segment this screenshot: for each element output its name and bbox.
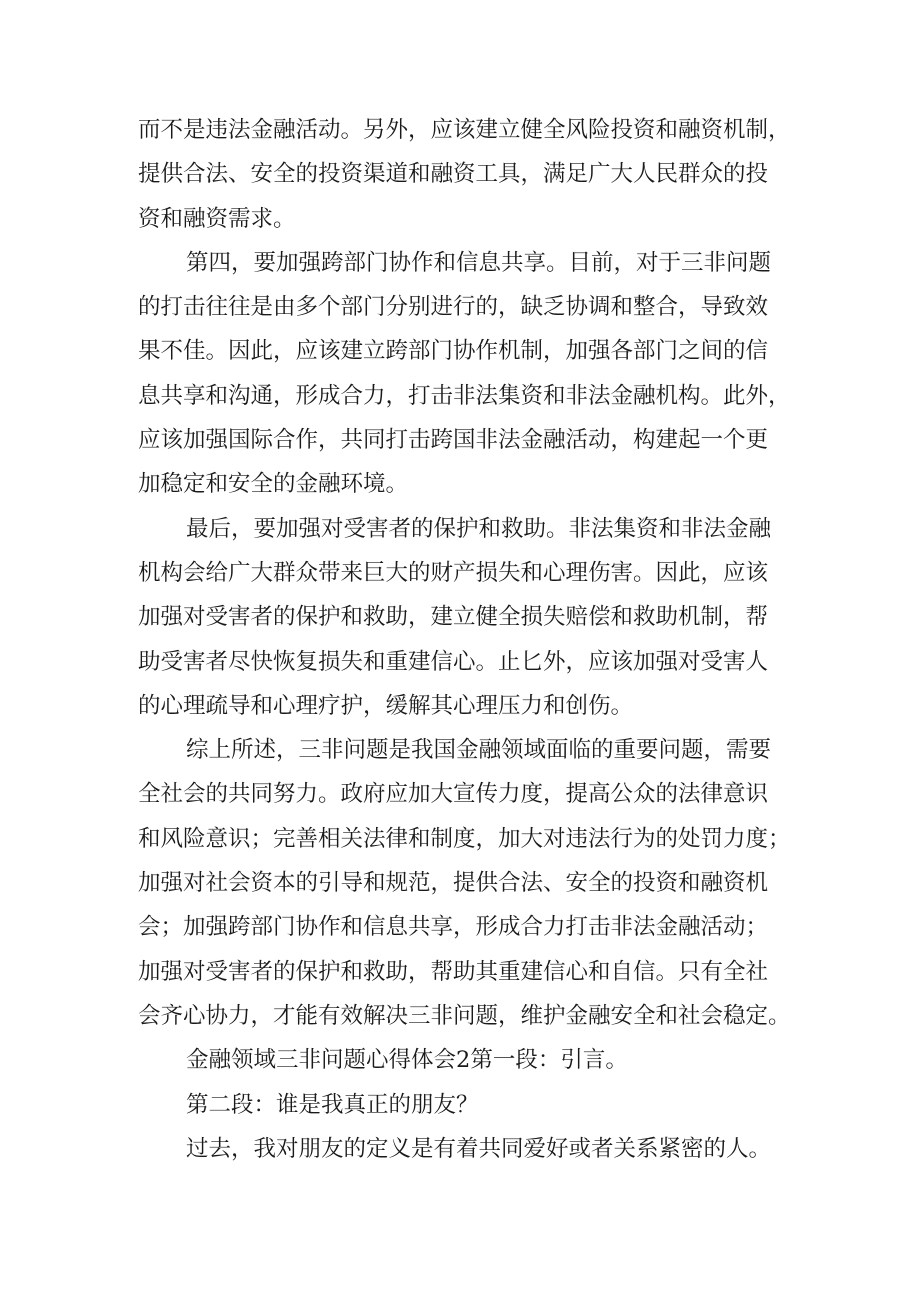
text-line: 息共享和沟通，形成合力，打击非法集资和非法金融机构。此外，	[138, 382, 791, 409]
paragraph-first-line: 过去，我对朋友的定义是有着共同爱好或者关系紧密的人。	[186, 1135, 772, 1162]
paragraph-first-line: 最后，要加强对受害者的保护和救助。非法集资和非法金融	[186, 515, 772, 542]
text-line: 和风险意识；完善相关法律和制度，加大对违法行为的处罚力度；	[138, 825, 791, 852]
text-line: 资和融资需求。	[138, 205, 296, 232]
text-line: 会；加强跨部门协作和信息共享，形成合力打击非法金融活动；	[138, 914, 769, 941]
text-line: 全社会的共同努力。政府应加大宣传力度，提高公众的法律意识	[138, 781, 769, 808]
text-line: 加强对社会资本的引导和规范，提供合法、安全的投资和融资机	[138, 870, 769, 897]
document-body	[138, 108, 791, 1171]
paragraph-first-line: 第二段：谁是我真正的朋友？	[186, 1091, 479, 1118]
text-line: 应该加强国际合作，共同打击跨国非法金融活动，构建起一个更	[138, 427, 769, 454]
text-line: 加稳定和安全的金融环境。	[138, 471, 409, 498]
paragraph-first-line: 金融领域三非问题心得体会2第一段：引言。	[186, 1047, 628, 1074]
text-line: 的心理疏导和心理疗护，缓解其心理压力和创伤。	[138, 692, 634, 719]
text-line: 提供合法、安全的投资渠道和融资工具，满足广大人民群众的投	[138, 161, 769, 188]
text-line: 机构会给广大群众带来巨大的财产损失和心理伤害。因此，应该	[138, 559, 769, 586]
text-line: 助受害者尽快恢复损失和重建信心。止匕外，应该加强对受害人	[138, 648, 769, 675]
text-line: 的打击往往是由多个部门分别进行的，缺乏协调和整合，导致效	[138, 294, 769, 321]
text-line: 加强对受害者的保护和救助，建立健全损失赔偿和救助机制，帮	[138, 604, 769, 631]
text-line: 会齐心协力，才能有效解决三非问题，维护金融安全和社会稳定。	[138, 1002, 791, 1029]
text-line: 加强对受害者的保护和救助，帮助其重建信心和自信。只有全社	[138, 958, 769, 985]
text-line: 果不佳。因此，应该建立跨部门协作机制，加强各部门之间的信	[138, 338, 769, 365]
paragraph-first-line: 第四，要加强跨部门协作和信息共享。目前，对于三非问题	[186, 249, 772, 276]
paragraph-first-line: 综上所述，三非问题是我国金融领域面临的重要问题，需要	[186, 737, 772, 764]
text-line: 而不是违法金融活动。另外，应该建立健全风险投资和融资机制，	[138, 117, 791, 143]
